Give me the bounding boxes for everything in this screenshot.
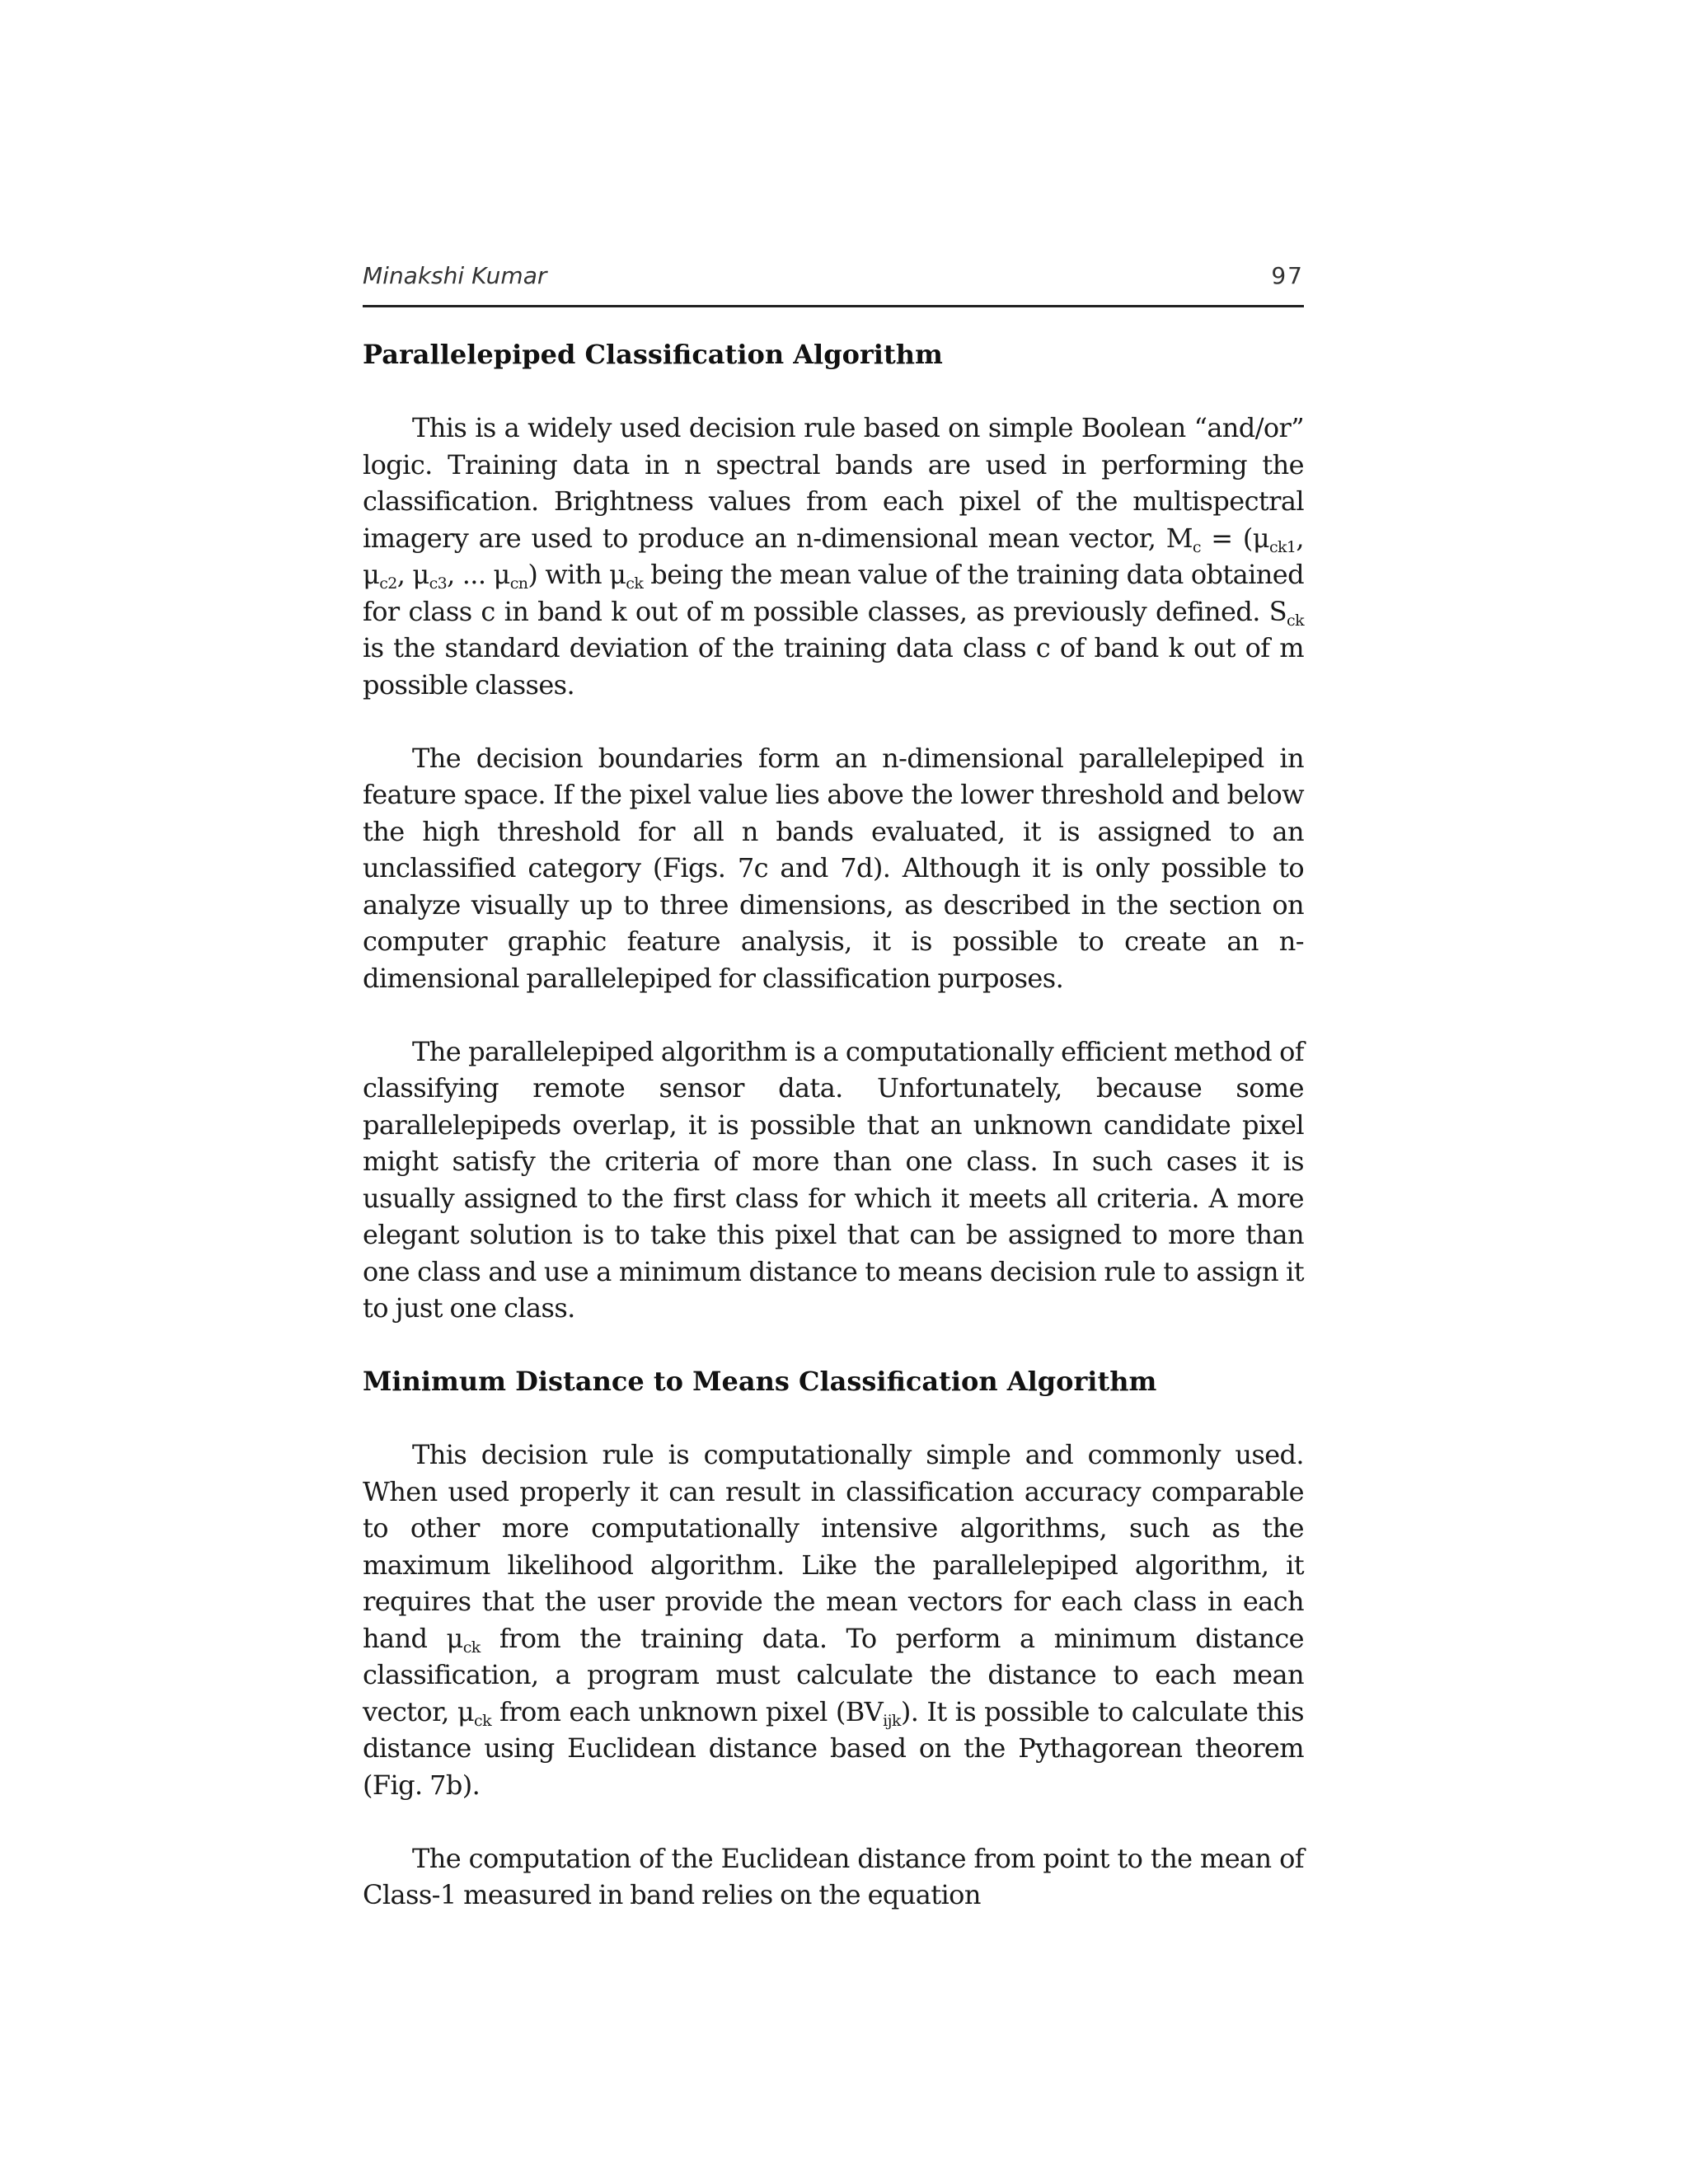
page-header (363, 262, 1304, 307)
page-body (363, 336, 1304, 1950)
subscript: c3 (429, 574, 448, 593)
paragraph-decision-boundaries: The decision boundaries form an n-dimensional parallelepiped in feature space. If the pixel value lies above the lower threshold and below the high threshold for all n bands evaluated, it is assigned to an unclassified category (Figs. 7c and 7d). Although it is only possible to analyze visually up to three dimensions, as described in the section on computer graphic feature analysis, it is possible to create an n-dimensional parallelepiped for classification purposes. (363, 742, 1304, 994)
subscript: ijk (883, 1711, 901, 1730)
subscript: c (1192, 537, 1201, 556)
subscript: ck (462, 1638, 481, 1657)
paragraph-minimum-distance-intro: This decision rule is computationally simple and commonly used. When used properly it can result in classification accuracy comparable to other more computationally intensive algorithms, such as the maximum likelihood algorithm. Like the parallelepiped algorithm, it requires that the user provide the mean vectors for each class in each hand $\mu_{ck}$ from the training data. To perform a minimum distance classification, a program must calculate the distance to each mean vector, $\mu_{ck}$ from each unknown pixel $(BV_{ijk})$. It is possible to calculate this distance using Euclidean distance based on the Pythagorean theorem (Fig. 7b). (363, 1439, 1304, 1801)
subscript: ck (626, 574, 644, 593)
paragraph-parallelepiped-intro: This is a widely used decision rule based on simple Boolean “and/or” logic. Training data in n spectral bands are used in performing the classification. Brightness values from each pixel of the multispectral imagery are used to produce an n-dimensional mean vector, $M_c = (\mu_{ck1}$, $\mu_{c2}$, $\mu_{c3}$, ... $\mu_{cn}$) with $\mu_{ck}$ being the mean value of the training data obtained for class c in band k out of m possible classes, as previously defined. $S_{ck}$ is the standard deviation of the training data class c of band k out of m possible classes. (363, 412, 1304, 701)
paragraph-parallelepiped-efficiency: The parallelepiped algorithm is a computationally efficient method of classifying remote sensor data. Unfortunately, because some parallelepipeds overlap, it is possible that an unknown candidate pixel might satisfy the criteria of more than one class. In such cases it is usually assigned to the first class for which it meets all criteria. A more elegant solution is to take this pixel that can be assigned to more than one class and use a minimum distance to means decision rule to assign it to just one class. (363, 1035, 1304, 1324)
page-number: 97 (1271, 262, 1304, 289)
subscript: ck (1287, 611, 1304, 630)
subscript: ck1 (1268, 537, 1296, 556)
subscript: cn (509, 574, 528, 593)
section-heading-parallelepiped: Parallelepiped Classification Algorithm (363, 339, 943, 370)
subscript: c2 (379, 574, 397, 593)
header-author: Minakshi Kumar (363, 262, 547, 289)
paragraph-euclidean-distance: The computation of the Euclidean distance from point to the mean of Class-1 measured in band relies on the equation (363, 1842, 1304, 1910)
section-heading-minimum-distance: Minimum Distance to Means Classification Algorithm (363, 1366, 1157, 1397)
subscript: ck (474, 1711, 492, 1730)
